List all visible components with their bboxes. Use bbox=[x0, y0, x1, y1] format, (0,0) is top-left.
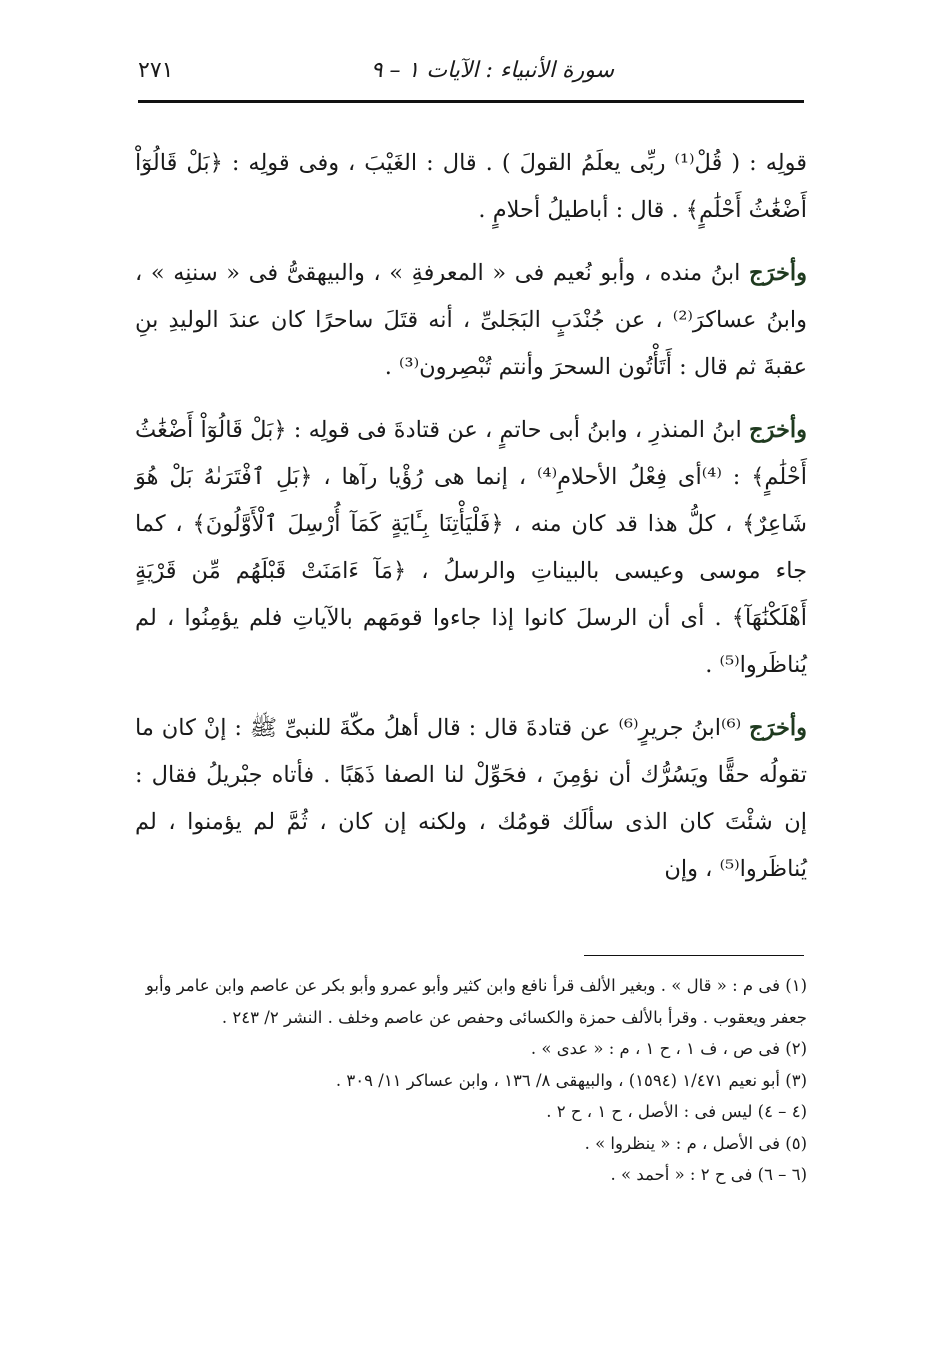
paragraph bbox=[135, 407, 807, 689]
footnote: (١) فى م : « قال » . وبغير الألف قرأ نافع وابن كثير وأبو عمرو وأبو بكر عن عاصم وابن عامر وأبو جعفر ويعقوب . وقرأ بالألف حمزة والكسائى وحفص عن عاصم وخلف . النشر ٢/ ٢٤٣ . bbox=[145, 976, 807, 1027]
paragraph-lead: وأخرَج bbox=[749, 417, 807, 443]
footnote: (٣) أبو نعيم ١/٤٧١ (١٥٩٤) ، والبيهقى ٨/ ١٣٦ ، وابن عساكر ١١/ ٣٠٩ . bbox=[335, 1070, 807, 1090]
footnote: (٤ – ٤) ليس فى : الأصل ، ح ١ ، ح ٢ . bbox=[546, 1102, 807, 1121]
page-number: ٢٧١ bbox=[138, 58, 174, 83]
footnote: (٢) فى ص ، ف ١ ، ح ١ ، م : « عدى » . bbox=[530, 1039, 807, 1058]
footnote: (٦ – ٦) فى ح ٢ : « أحمد » . bbox=[610, 1165, 807, 1184]
running-header bbox=[138, 58, 804, 98]
paragraph-lead: وأخرَج bbox=[749, 260, 807, 286]
paragraph-lead: وأخرَج bbox=[749, 715, 807, 741]
footnote-divider bbox=[584, 955, 804, 956]
paragraph-text: قولِه : ( قُلْ⁽¹⁾ ربِّى يعلَمُ القولَ ) . قال : الغَيْبَ ، وفى قولِه : ﴿بَلْ قَالُوٓاْ أَضْغَٰثُ أَحْلَٰمٍ﴾ . قال : أباطيلُ أحلامٍ . bbox=[135, 150, 807, 223]
paragraph bbox=[135, 140, 807, 234]
footnotes bbox=[135, 970, 807, 1191]
paragraph-text: ابنُ منده ، وأبو نُعيم فى « المعرفةِ » ، والبيهقىُّ فى « سننِه » ، وابنُ عساكرَ⁽²⁾ ، عن جُنْدَبٍ البَجَلىِّ ، أنه قتَلَ ساحرًا كان عندَ الوليدِ بنِ عقبةَ ثم قال : أَتَأْتُون السحرَ وأنتم تُبْصِرون⁽³⁾ . bbox=[135, 260, 807, 380]
paragraph-text: ابنُ المنذرِ ، وابنُ أبى حاتمٍ ، عن قتادةَ فى قولِه : ﴿بَلْ قَالُوٓاْ أَضْغَٰثُ أَحْلَٰمٍ﴾ : ⁽⁴⁾أى فِعْلُ الأحلامِ⁽⁴⁾ ، إنما هى رُؤْيا رآها ، ﴿بَلِ ٱفْتَرَىٰهُ بَلْ هُوَ شَاعِرٌ﴾ ، كلُّ هذا قد كان منه ، ﴿فَلْيَأْتِنَا بِـَٔايَةٍ كَمَآ أُرْسِلَ ٱلْأَوَّلُونَ﴾ ، كما جاء موسى وعيسى بالبيناتِ والرسلُ ، ﴿مَآ ءَامَنَتْ قَبْلَهُم مِّن قَرْيَةٍ أَهْلَكْنَٰهَآ﴾ . أى أن الرسلَ كانوا إذا جاءوا قومَهم بالآياتِ فلم يؤمِنُوا ، لم يُناظَروا⁽⁵⁾ . bbox=[135, 417, 808, 678]
footnote: (٥) فى الأصل ، م : « ينظروا » . bbox=[584, 1133, 807, 1153]
main-text bbox=[135, 140, 807, 909]
surah-title: سورة الأنبياء : الآيات ١ – ٩ bbox=[370, 58, 614, 83]
paragraph bbox=[135, 705, 807, 893]
paragraph-text: ⁽⁶⁾ابنُ جريرٍ⁽⁶⁾ عن قتادةَ قال : قال أهلُ مكّةَ للنبىِّ ﷺ : إنْ كان ما تقولُه حقًّا ويَسُرُّك أن نؤمِنَ ، فحَوِّلْ لنا الصفا ذَهَبًا . فأتاه جبْريلُ فقال : إن شئْتَ كان الذى سألَك قومُك ، ولكنه إن كان ، ثُمَّ لم يؤمنوا ، لم يُناظَروا⁽⁵⁾ ، وإن bbox=[135, 715, 807, 882]
paragraph bbox=[135, 250, 807, 391]
header-divider bbox=[138, 100, 804, 103]
